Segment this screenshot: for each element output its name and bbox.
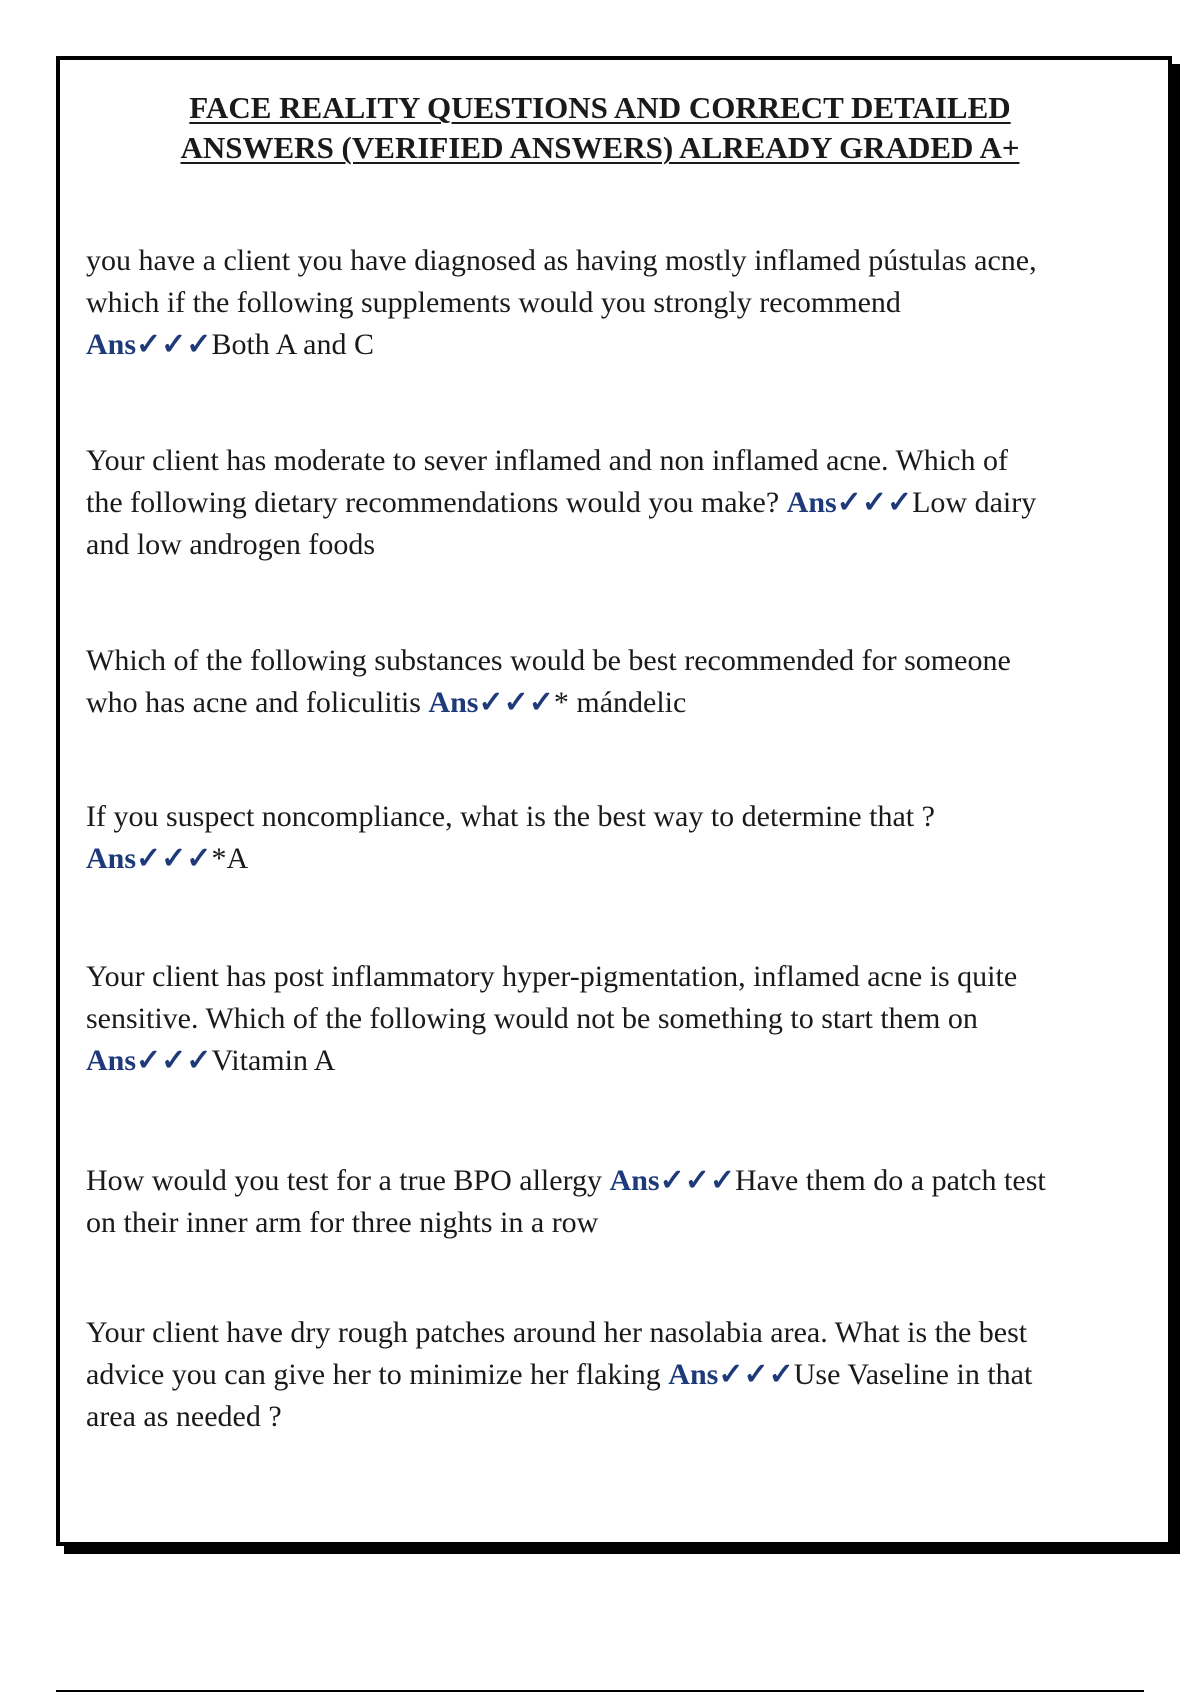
qa-item-2 <box>86 440 1046 566</box>
question-text: you have a client you have diagnosed as having mostly inflamed pústulas acne, which if the following supplements would you strongly recommend <box>86 244 1037 319</box>
answer-text: Low dairy and low androgen foods <box>86 486 1037 561</box>
question-text: How would you test for a true BPO allergy <box>86 1164 610 1197</box>
title-line-1: FACE REALITY QUESTIONS AND CORRECT DETAILED <box>189 90 1011 125</box>
question-text: Your client have dry rough patches around her nasolabia area. What is the best advice you can give her to minimize her flaking <box>86 1316 1028 1391</box>
answer-marker: Ans✓✓✓ <box>86 328 212 361</box>
answer-marker: Ans✓✓✓ <box>668 1358 794 1391</box>
qa-item-4 <box>86 796 1046 880</box>
answer-marker: Ans✓✓✓ <box>86 1044 212 1077</box>
document-title <box>60 88 1140 168</box>
answer-text: Have them do a patch test on their inner arm for three nights in a row <box>86 1164 1046 1239</box>
answer-text: *A <box>211 842 249 875</box>
qa-item-6 <box>86 1160 1046 1244</box>
qa-item-3 <box>86 640 1046 724</box>
answer-marker: Ans✓✓✓ <box>609 1164 735 1197</box>
answer-marker: Ans✓✓✓ <box>428 686 554 719</box>
qa-item-5 <box>86 956 1046 1082</box>
qa-item-7 <box>86 1312 1046 1438</box>
qa-item-1 <box>86 240 1046 366</box>
question-text: Your client has post inflammatory hyper-pigmentation, inflamed acne is quite sensitive. Which of the following would not be something to start them on <box>86 960 1018 1035</box>
title-line-2: ANSWERS (VERIFIED ANSWERS) ALREADY GRADED A+ <box>180 130 1020 165</box>
answer-marker: Ans✓✓✓ <box>786 486 913 519</box>
question-text: If you suspect noncompliance, what is the best way to determine that ? <box>86 800 935 833</box>
answer-text: Use Vaseline in that area as needed ? <box>86 1358 1033 1433</box>
question-text: Which of the following substances would be best recommended for someone who has acne and foliculitis <box>86 644 1011 719</box>
answer-text: * mándelic <box>553 686 687 719</box>
question-text: Your client has moderate to sever inflamed and non inflamed acne. Which of the following dietary recommendations would you make? <box>86 444 1008 519</box>
answer-text: Both A and C <box>211 328 374 361</box>
answer-marker: Ans✓✓✓ <box>86 842 212 875</box>
answer-text: Vitamin A <box>211 1044 336 1077</box>
bottom-divider <box>56 1690 1144 1692</box>
